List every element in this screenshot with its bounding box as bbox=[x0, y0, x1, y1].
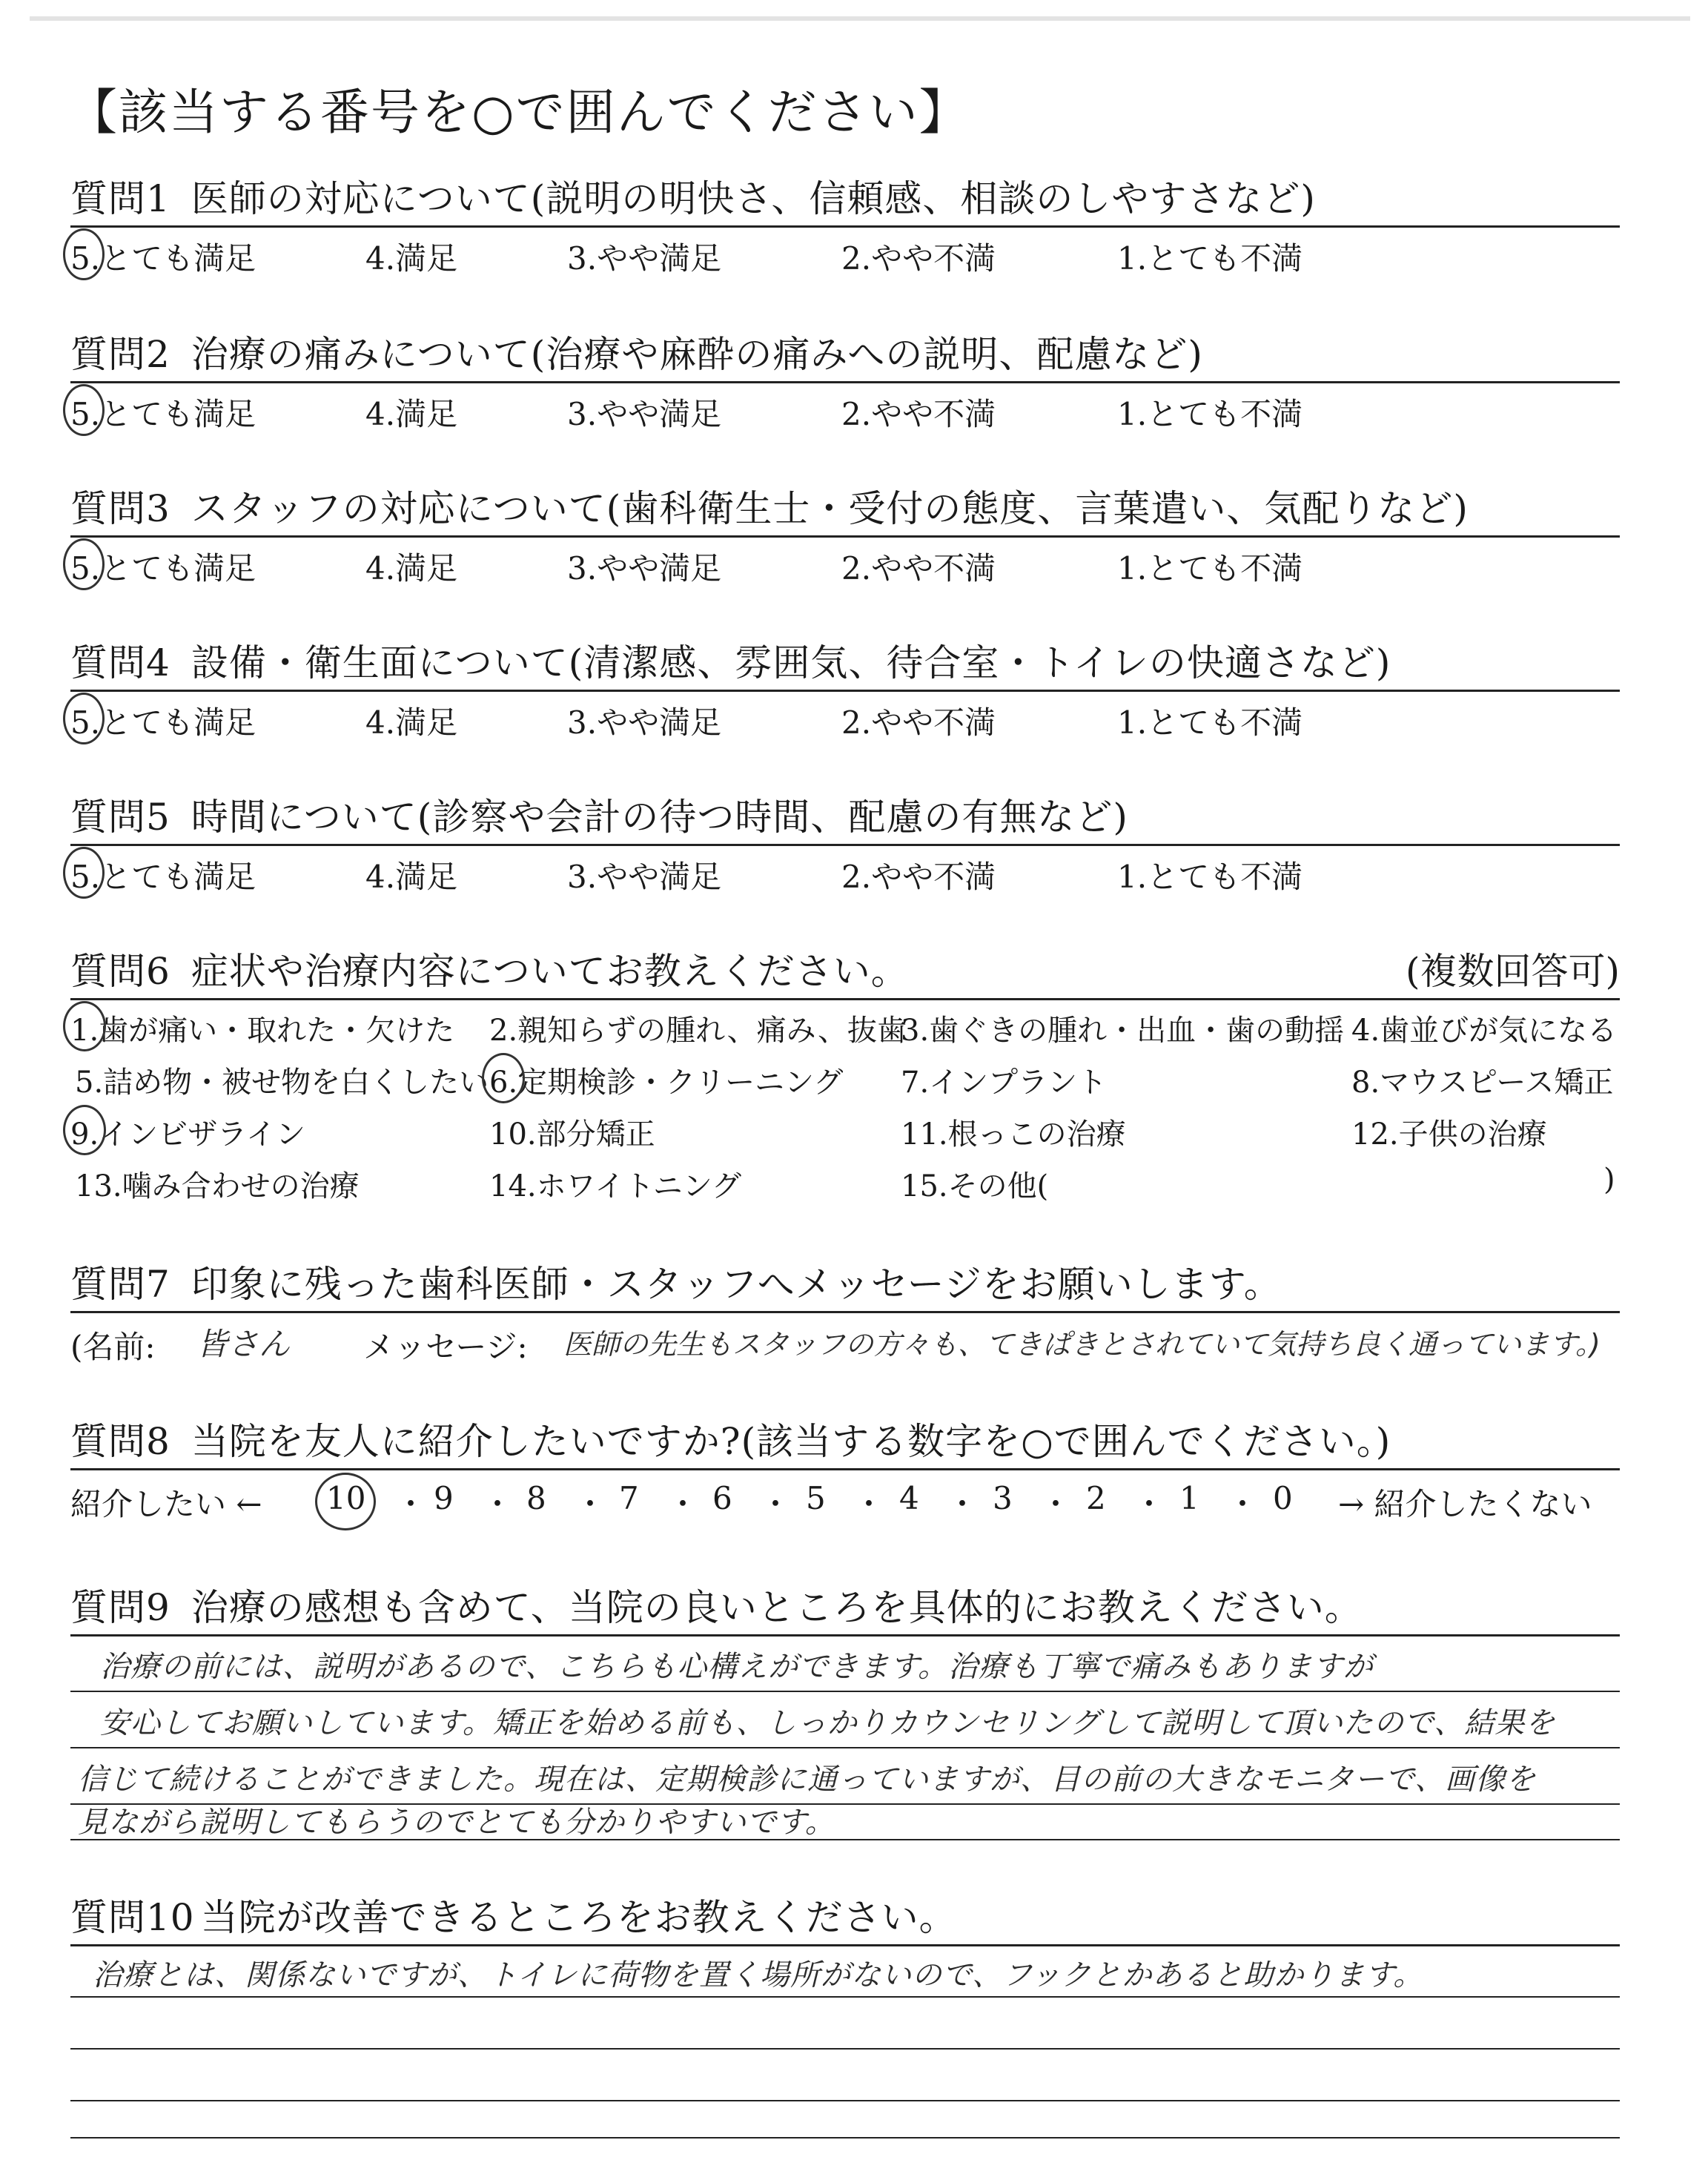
answer-rule bbox=[70, 2137, 1620, 2138]
question-number: 質問8 bbox=[70, 1420, 171, 1463]
answer-line[interactable]: 治療の前には、説明があるので、こちらも心構えができます。治療も丁寧で痛みもありますが bbox=[100, 1650, 1374, 1684]
option-2[interactable]: 2.やや不満 bbox=[841, 859, 996, 895]
option-2[interactable]: 2.やや不満 bbox=[841, 550, 996, 587]
answer-rule bbox=[70, 1691, 1620, 1692]
scale-5[interactable]: 5 bbox=[806, 1480, 826, 1516]
question-text: 当院を友人に紹介したいですか?(該当する数字を○で囲んでください。) bbox=[191, 1420, 1391, 1463]
question-text: 当院が改善できるところをお教えください。 bbox=[200, 1896, 957, 1939]
question-text: 印象に残った歯科医師・スタッフへメッセージをお願いします。 bbox=[191, 1263, 1282, 1306]
divider bbox=[70, 1311, 1620, 1313]
question-number: 質問2 bbox=[70, 333, 171, 376]
option-3[interactable]: 3.やや満足 bbox=[567, 240, 722, 277]
scale-dot: ・ bbox=[482, 1486, 514, 1522]
question-heading bbox=[70, 325, 1203, 378]
answer-rule bbox=[70, 1996, 1620, 1998]
divider bbox=[70, 225, 1620, 228]
question-heading bbox=[70, 479, 1469, 532]
symptom-option-5[interactable]: 5.詰め物・被せ物を白くしたい bbox=[75, 1066, 489, 1100]
question-text: 症状や治療内容についてお教えください。 bbox=[191, 950, 909, 993]
question-10 bbox=[70, 1888, 1620, 2140]
option-1[interactable]: 1.とても不満 bbox=[1117, 550, 1303, 587]
symptom-option-14[interactable]: 14.ホワイトニング bbox=[489, 1169, 742, 1203]
scale-right-label: → 紹介したくない bbox=[1338, 1486, 1592, 1522]
scale-8[interactable]: 8 bbox=[526, 1480, 546, 1516]
option-3[interactable]: 3.やや満足 bbox=[567, 704, 722, 741]
scale-dot: ・ bbox=[760, 1486, 792, 1522]
symptom-option-7[interactable]: 7.インプラント bbox=[901, 1066, 1108, 1100]
question-text: 医師の対応について(説明の明快さ、信頼感、相談のしやすさなど) bbox=[191, 177, 1316, 220]
question-1 bbox=[70, 169, 1620, 280]
recommend-scale bbox=[70, 1480, 1620, 1525]
divider bbox=[70, 1944, 1620, 1946]
question-number: 質問7 bbox=[70, 1263, 171, 1306]
name-label: (名前: bbox=[70, 1329, 156, 1365]
scale-1[interactable]: 1 bbox=[1179, 1480, 1199, 1516]
question-heading bbox=[70, 633, 1391, 687]
scale-6[interactable]: 6 bbox=[712, 1480, 732, 1516]
question-text: 設備・衛生面について(清潔感、雰囲気、待合室・トイレの快適さなど) bbox=[191, 641, 1391, 684]
symptom-option-8[interactable]: 8.マウスピース矯正 bbox=[1351, 1066, 1614, 1100]
symptom-option-6[interactable]: 6.定期検診・クリーニング bbox=[489, 1066, 844, 1100]
answer-line[interactable]: 安心してお願いしています。矯正を始める前も、しっかりカウンセリングして説明して頂いたので、結果を bbox=[100, 1706, 1556, 1740]
symptom-option-9[interactable]: 9.インビザライン bbox=[70, 1117, 305, 1152]
page-title: 【該当する番号を○で囲んでください】 bbox=[68, 84, 970, 141]
option-3[interactable]: 3.やや満足 bbox=[567, 550, 722, 587]
symptom-option-4[interactable]: 4.歯並びが気になる bbox=[1351, 1014, 1618, 1048]
question-text: 時間について(診察や会計の待つ時間、配慮の有無など) bbox=[191, 796, 1128, 839]
scale-7[interactable]: 7 bbox=[619, 1480, 639, 1516]
option-4[interactable]: 4.満足 bbox=[365, 550, 458, 587]
symptom-option-15[interactable]: 15.その他( bbox=[901, 1169, 1049, 1203]
question-8 bbox=[70, 1412, 1620, 1530]
divider bbox=[70, 998, 1620, 1000]
multiple-answers-note: (複数回答可) bbox=[1405, 950, 1620, 993]
scale-9[interactable]: 9 bbox=[434, 1480, 454, 1516]
divider bbox=[70, 690, 1620, 692]
option-4[interactable]: 4.満足 bbox=[365, 240, 458, 277]
divider bbox=[70, 1634, 1620, 1636]
name-value[interactable]: 皆さん bbox=[196, 1326, 291, 1362]
scale-4[interactable]: 4 bbox=[899, 1480, 919, 1516]
scale-dot: ・ bbox=[1133, 1486, 1165, 1522]
other-close-paren: ) bbox=[1603, 1163, 1615, 1197]
question-heading bbox=[70, 942, 909, 995]
question-9 bbox=[70, 1578, 1620, 1845]
symptom-option-3[interactable]: 3.歯ぐきの腫れ・出血・歯の動揺 bbox=[901, 1014, 1345, 1048]
question-number: 質問3 bbox=[70, 487, 171, 530]
question-heading bbox=[70, 1888, 957, 1941]
option-2[interactable]: 2.やや不満 bbox=[841, 704, 996, 741]
scale-dot: ・ bbox=[1227, 1486, 1259, 1522]
scale-dot: ・ bbox=[667, 1486, 699, 1522]
question-number: 質問10 bbox=[70, 1896, 195, 1939]
option-1[interactable]: 1.とても不満 bbox=[1117, 396, 1303, 432]
option-4[interactable]: 4.満足 bbox=[365, 704, 458, 741]
option-1[interactable]: 1.とても不満 bbox=[1117, 859, 1303, 895]
question-text: 治療の痛みについて(治療や麻酔の痛みへの説明、配慮など) bbox=[191, 333, 1203, 376]
question-4 bbox=[70, 633, 1620, 744]
divider bbox=[70, 1468, 1620, 1470]
option-3[interactable]: 3.やや満足 bbox=[567, 396, 722, 432]
symptom-option-1[interactable]: 1.歯が痛い・取れた・欠けた bbox=[70, 1014, 455, 1048]
option-3[interactable]: 3.やや満足 bbox=[567, 859, 722, 895]
scale-0[interactable]: 0 bbox=[1273, 1480, 1293, 1516]
option-1[interactable]: 1.とても不満 bbox=[1117, 240, 1303, 277]
question-heading bbox=[70, 1412, 1391, 1465]
question-number: 質問1 bbox=[70, 177, 171, 220]
question-number: 質問6 bbox=[70, 950, 171, 993]
divider bbox=[70, 381, 1620, 383]
question-text: 治療の感想も含めて、当院の良いところを具体的にお教えください。 bbox=[191, 1586, 1363, 1629]
question-heading bbox=[70, 1578, 1363, 1631]
option-5[interactable]: 5.とても満足 bbox=[70, 240, 256, 277]
question-heading bbox=[70, 787, 1128, 841]
scale-left-label: 紹介したい ← bbox=[70, 1486, 262, 1522]
question-5 bbox=[70, 787, 1620, 899]
option-5[interactable]: 5.とても満足 bbox=[70, 859, 256, 895]
answer-rule bbox=[70, 2048, 1620, 2050]
option-5[interactable]: 5.とても満足 bbox=[70, 704, 256, 741]
message-label: メッセージ: bbox=[363, 1329, 528, 1365]
option-5[interactable]: 5.とても満足 bbox=[70, 550, 256, 587]
symptom-option-2[interactable]: 2.親知らずの腫れ、痛み、抜歯 bbox=[489, 1014, 907, 1048]
symptom-option-10[interactable]: 10.部分矯正 bbox=[489, 1117, 655, 1152]
answer-line[interactable]: 信じて続けることができました。現在は、定期検診に通っていますが、目の前の大きなモニターで、画像を bbox=[78, 1763, 1537, 1797]
answer-rule bbox=[70, 2100, 1620, 2101]
scale-3[interactable]: 3 bbox=[993, 1480, 1013, 1516]
scale-dot: ・ bbox=[395, 1486, 427, 1522]
question-2 bbox=[70, 325, 1620, 436]
question-number: 質問5 bbox=[70, 796, 171, 839]
answer-line[interactable]: 見ながら説明してもらうのでとても分かりやすいです。 bbox=[78, 1806, 835, 1840]
answer-line[interactable]: 治療とは、関係ないですが、トイレに荷物を置く場所がないので、フックとかあると助かります。 bbox=[93, 1958, 1424, 1992]
symptom-option-13[interactable]: 13.噛み合わせの治療 bbox=[75, 1169, 360, 1203]
symptom-option-12[interactable]: 12.子供の治療 bbox=[1351, 1117, 1547, 1152]
scale-2[interactable]: 2 bbox=[1086, 1480, 1106, 1516]
scale-dot: ・ bbox=[575, 1486, 606, 1522]
question-text: スタッフの対応について(歯科衛生士・受付の態度、言葉遣い、気配りなど) bbox=[191, 487, 1469, 530]
option-4[interactable]: 4.満足 bbox=[365, 396, 458, 432]
question-6 bbox=[70, 942, 1620, 1216]
option-5[interactable]: 5.とても満足 bbox=[70, 396, 256, 432]
scale-dot: ・ bbox=[947, 1486, 979, 1522]
question-number: 質問4 bbox=[70, 641, 171, 684]
divider bbox=[70, 535, 1620, 538]
question-heading bbox=[70, 1255, 1282, 1308]
question-number: 質問9 bbox=[70, 1586, 171, 1629]
scale-dot: ・ bbox=[1040, 1486, 1072, 1522]
scale-10[interactable]: 10 bbox=[326, 1480, 366, 1516]
symptom-option-11[interactable]: 11.根っこの治療 bbox=[901, 1117, 1126, 1152]
option-1[interactable]: 1.とても不満 bbox=[1117, 704, 1303, 741]
option-2[interactable]: 2.やや不満 bbox=[841, 396, 996, 432]
scale-dot: ・ bbox=[853, 1486, 885, 1522]
divider bbox=[70, 844, 1620, 846]
question-7 bbox=[70, 1255, 1620, 1365]
scan-top-edge bbox=[30, 16, 1690, 21]
question-heading bbox=[70, 169, 1316, 222]
question-3 bbox=[70, 479, 1620, 590]
message-value[interactable]: 医師の先生もスタッフの方々も、てきぱきとされていて気持ち良く通っています。) bbox=[563, 1328, 1601, 1361]
option-4[interactable]: 4.満足 bbox=[365, 859, 458, 895]
option-2[interactable]: 2.やや不満 bbox=[841, 240, 996, 277]
answer-rule bbox=[70, 1747, 1620, 1748]
